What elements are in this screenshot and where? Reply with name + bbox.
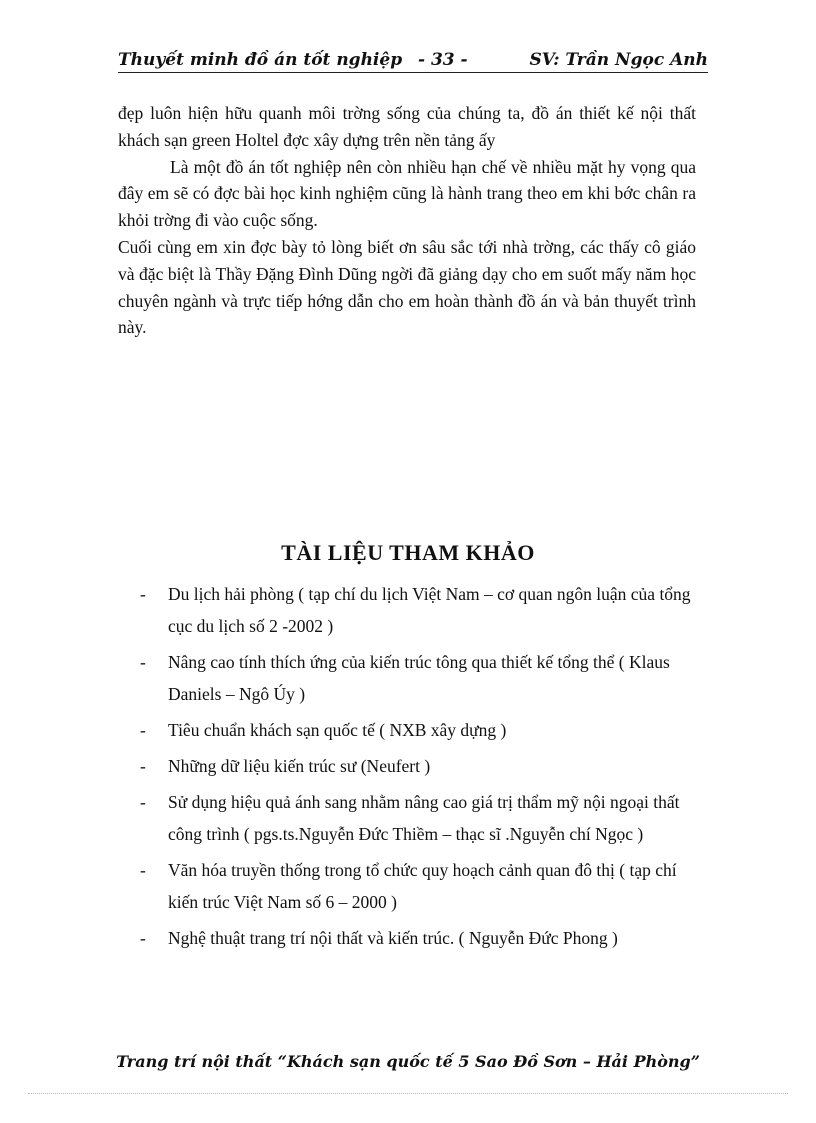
reference-text: Những dữ liệu kiến trúc sư (Neufert ) [168,756,431,776]
reference-item [140,854,700,918]
bullet-dash: - [140,860,146,880]
page-number: - 33 - [418,50,468,70]
bullet-dash: - [140,756,146,776]
bullet-dash: - [140,792,146,812]
paragraph: Cuối cùng em xin đợc bày tỏ lòng biết ơn sâu sắc tới nhà trờng, các thấy cô giáo và đặc biệt là Thầy Đặng Đình Dũng ngời đã giảng dạy cho em suốt mấy năm học chuyên ngành và trực tiếp hớng dẫn cho em hoàn thành đồ án và bản thuyết trình này. [118,236,696,338]
bullet-dash: - [140,720,146,740]
bullet-dash: - [140,652,146,672]
header-document-title: Thuyết minh đồ án tốt nghiệp [118,50,403,70]
reference-item [140,578,700,642]
reference-text: Sử dụng hiệu quả ánh sang nhằm nâng cao giá trị thẩm mỹ nội ngoại thất công trình ( pgs.ts.Nguyễn Đức Thiềm – thạc sĩ .Nguyễn chí Ngọc ) [168,792,680,844]
reference-text: Du lịch hải phòng ( tạp chí du lịch Việt Nam – cơ quan ngôn luận của tổng cục du lịch số 2 -2002 ) [168,584,691,636]
bullet-dash: - [140,584,146,604]
body-text [118,100,696,341]
references-title: TÀI LIỆU THAM KHẢO [281,540,535,565]
page-edge-dotted-line [28,1093,788,1094]
reference-text: Nâng cao tính thích ứng của kiến trúc tông qua thiết kế tổng thể ( Klaus Daniels – Ngô Úy ) [168,652,670,704]
reference-text: Nghệ thuật trang trí nội thất và kiến trúc. ( Nguyễn Đức Phong ) [168,928,618,948]
page-footer: Trang trí nội thất “Khách sạn quốc tế 5 Sao Đồ Sơn – Hải Phòng” [116,1052,700,1071]
reference-text: Tiêu chuẩn khách sạn quốc tế ( NXB xây dựng ) [168,720,507,740]
reference-item [140,646,700,710]
references-list [140,578,700,958]
reference-item [140,922,700,954]
paragraph: đẹp luôn hiện hữu quanh môi trờng sống của chúng ta, đồ án thiết kế nội thất khách sạn green Holtel đợc xây dựng trên nền tảng ấy [118,103,696,150]
reference-item [140,750,700,782]
page-header [118,50,708,76]
header-rule [118,72,708,73]
reference-item [140,714,700,746]
paragraph: Là một đồ án tốt nghiệp nên còn nhiều hạn chế về nhiều mặt hy vọng qua đây em sẽ có đợc bài học kinh nghiệm cũng là hành trang theo em khi bớc chân ra khỏi trờng đi vào cuộc sống. [118,156,696,231]
bullet-dash: - [140,928,146,948]
reference-text: Văn hóa truyền thống trong tổ chức quy hoạch cảnh quan đô thị ( tạp chí kiến trúc Việt Nam số 6 – 2000 ) [168,860,677,912]
header-author: SV: Trần Ngọc Anh [529,50,708,70]
reference-item [140,786,700,850]
